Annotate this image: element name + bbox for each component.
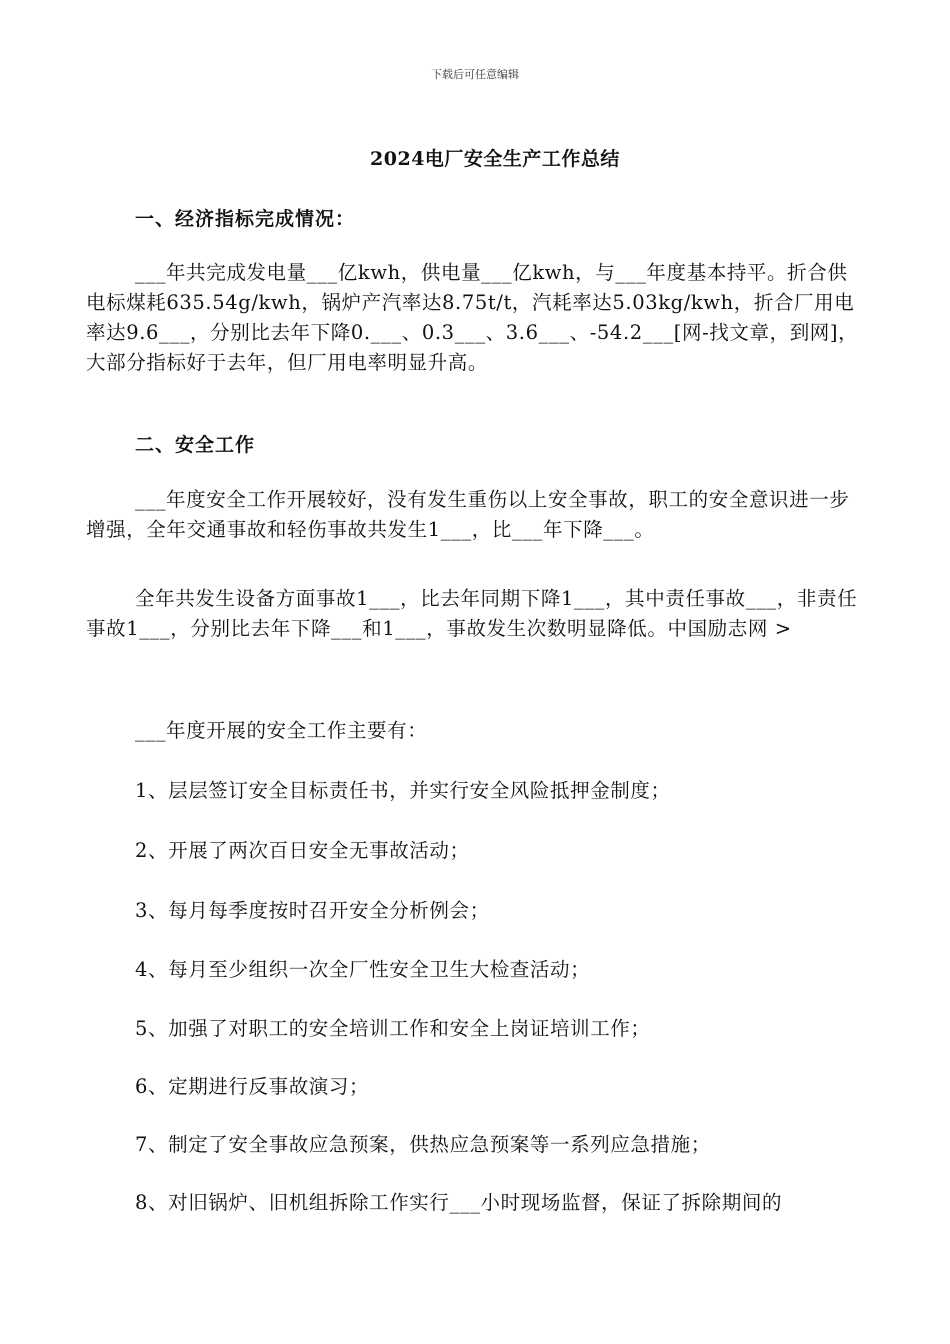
list-item: 2、开展了两次百日安全无事故活动；: [135, 839, 470, 862]
section2-paragraph-3: ___年度开展的安全工作主要有：: [135, 719, 428, 742]
header-note: 下载后可任意编辑: [431, 68, 519, 81]
list-item: 7、制定了安全事故应急预案，供热应急预案等一系列应急措施；: [135, 1133, 711, 1156]
list-item: 5、加强了对职工的安全培训工作和安全上岗证培训工作；: [135, 1017, 651, 1040]
list-item: 4、每月至少组织一次全厂性安全卫生大检查活动；: [135, 958, 591, 981]
list-item: 1、层层签订安全目标责任书，并实行安全风险抵押金制度；: [135, 779, 671, 802]
section2-paragraph-1: ___年度安全工作开展较好，没有发生重伤以上安全事故，职工的安全意识进一步增强，全年交通事故和轻伤事故共发生1___，比___年下降___。: [86, 488, 850, 541]
section1-heading: 一、经济指标完成情况：: [135, 208, 356, 230]
list-item: 3、每月每季度按时召开安全分析例会；: [135, 899, 490, 922]
document-title: 2024电厂安全生产工作总结: [370, 148, 620, 170]
section1-paragraph: ___年共完成发电量___亿kwh，供电量___亿kwh，与___年度基本持平。折合供电标煤耗635.54g/kwh，锅炉产汽率达8.75t/t，汽耗率达5.03kg/kwh，折合厂用电率达9.6___，分别比去年下降0.___、0.3___、3.6___、-54.2___[网-找文章，到网]，大部分指标好于去年，但厂用电率明显升高。: [86, 261, 859, 374]
list-item: 6、定期进行反事故演习；: [135, 1075, 370, 1098]
section2-heading: 二、安全工作: [135, 434, 256, 456]
section2-paragraph-2: 全年共发生设备方面事故1___，比去年同期下降1___，其中责任事故___，非责任事故1___，分别比去年下降___和1___，事故发生次数明显降低。中国励志网 >: [86, 587, 858, 640]
list-item: 8、对旧锅炉、旧机组拆除工作实行___小时现场监督，保证了拆除期间的: [135, 1191, 783, 1214]
